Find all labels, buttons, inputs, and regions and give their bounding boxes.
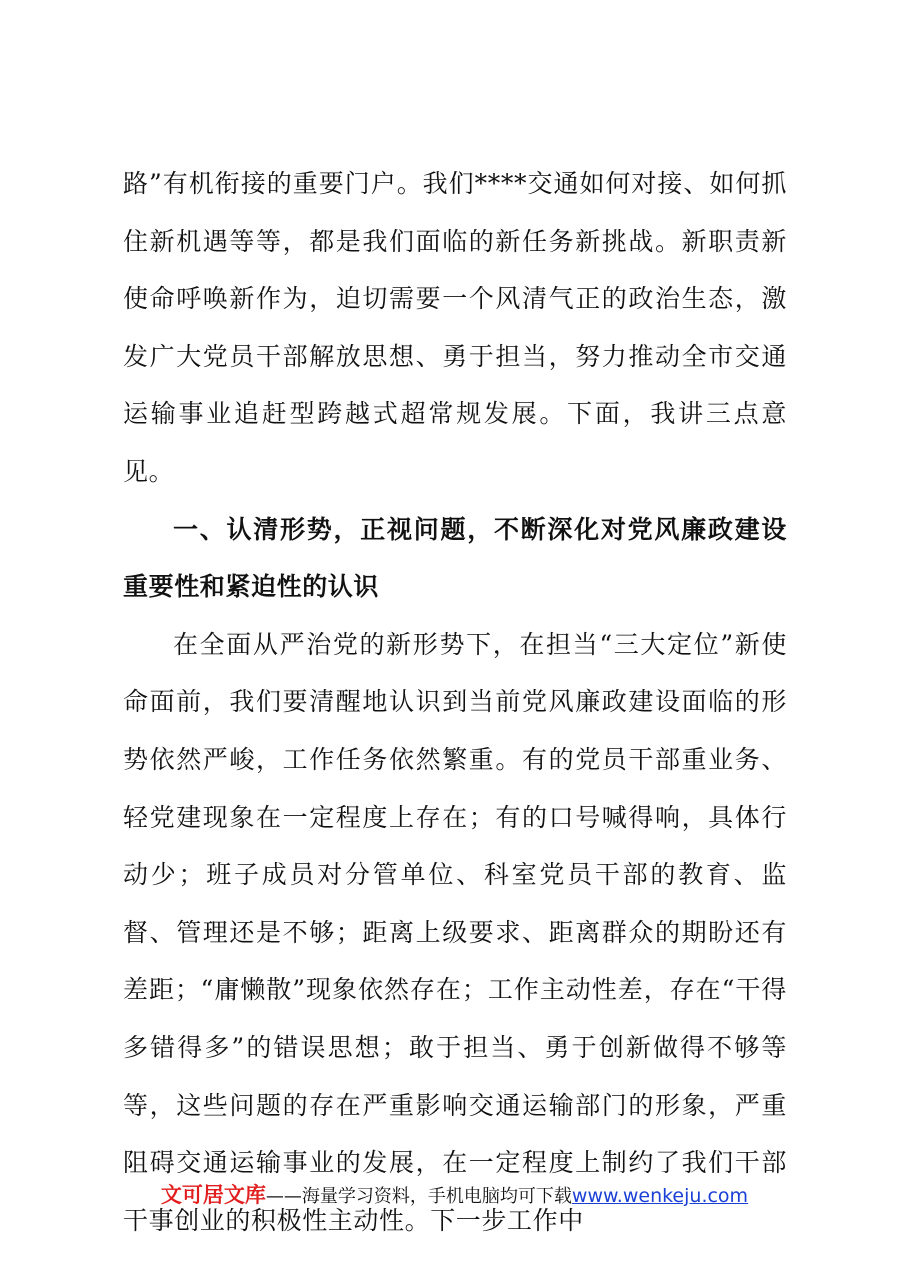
footer-banner (0, 1181, 909, 1211)
footer-brand: 文可居文库 (160, 1183, 266, 1207)
document-body (123, 155, 787, 1249)
footer-website-link[interactable]: www.wenkeju.com (571, 1185, 749, 1207)
section-heading: 一、认清形势，正视问题，不断深化对党风廉政建设重要性和紧迫性的认识 (123, 514, 787, 602)
paragraph-continuation: 路”有机衔接的重要门户。我们****交通如何对接、如何抓住新机遇等等，都是我们面临的新任务新挑战。新职责新使命呼唤新作为，迫切需要一个风清气正的政治生态，激发广大党员干部解放思想、勇于担当，努力推动全市交通运输事业追赶型跨越式超常规发展。下面，我讲三点意见。 (123, 169, 787, 486)
paragraph-situation: 在全面从严治党的新形势下，在担当“三大定位”新使命面前，我们要清醒地认识到当前党风廉政建设面临的形势依然严峻，工作任务依然繁重。有的党员干部重业务、轻党建现象在一定程度上存在；有的口号喊得响，具体行动少；班子成员对分管单位、科室党员干部的教育、监督、管理还是不够；距离上级要求、距离群众的期盼还有差距；“庸懒散”现象依然存在；工作主动性差，存在“干得多错得多”的错误思想；敢于担当、勇于创新做得不够等等，这些问题的存在严重影响交通运输部门的形象，严重阻碍交通运输事业的发展，在一定程度上制约了我们干部干事创业的积极性主动性。下一步工作中 (123, 629, 787, 1235)
footer-tagline: ——海量学习资料，手机电脑均可下载 (265, 1186, 572, 1207)
